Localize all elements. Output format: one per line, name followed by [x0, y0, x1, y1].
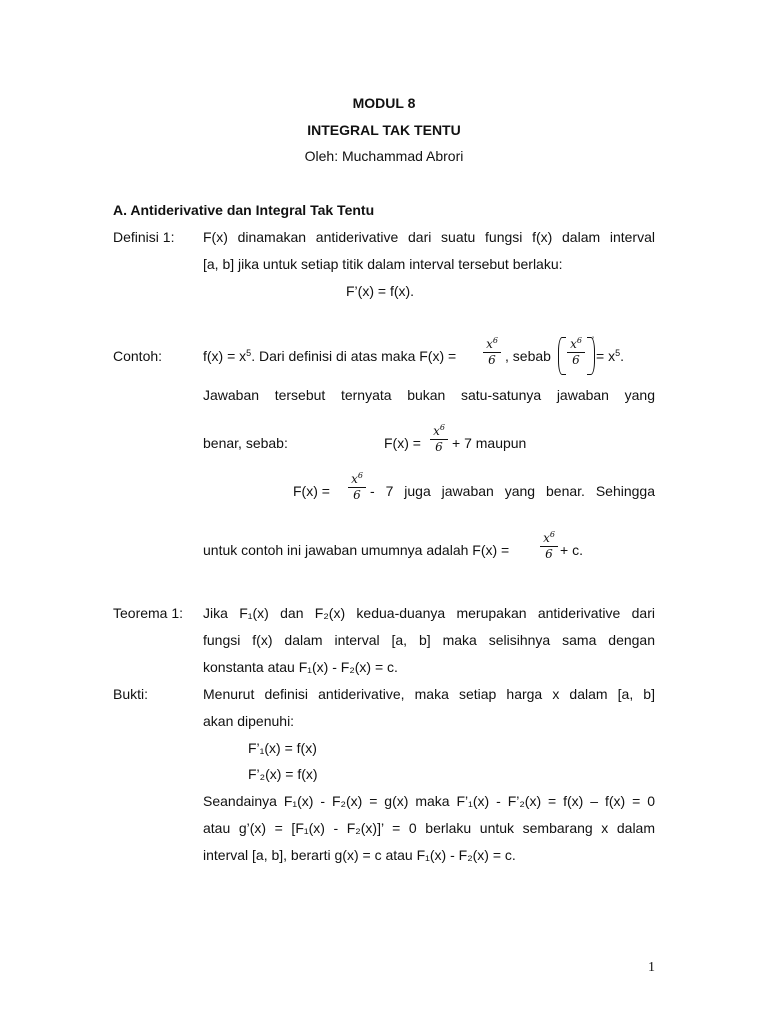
example-line-1-end: = $x^5$. — [596, 348, 624, 364]
theorem-line-3: konstanta atau F₁(x) - F₂(x) = c. — [203, 659, 398, 675]
example-label: Contoh: — [113, 348, 163, 364]
example-line-3-end: + 7 maupun — [452, 435, 527, 451]
proof-equation-2: F’₂(x) = f(x) — [248, 766, 318, 782]
proof-line-3: Seandainya F₁(x) - F₂(x) = g(x) maka F’₁(x) - F’₂(x) = f(x) – f(x) = 0 — [203, 793, 655, 809]
theorem-label: Teorema 1: — [113, 605, 184, 621]
fraction-x6-over-6: $x^6$ 6 — [428, 424, 450, 454]
example-line-4-end: - 7 juga jawaban yang benar. Sehingga — [370, 483, 655, 499]
definition-label: Definisi 1: — [113, 229, 175, 245]
proof-equation-1: F’₁(x) = f(x) — [248, 740, 317, 756]
example-line-1-since: , sebab — [505, 348, 551, 364]
fraction-x6-over-6: $x^6$ 6 — [346, 472, 368, 502]
fraction-x6-over-6: $x^6$ 6 — [565, 337, 587, 367]
module-label: MODUL 8 — [352, 95, 416, 111]
proof-label: Bukti: — [113, 686, 149, 702]
fraction-x6-over-6: $x^6$ 6 — [481, 337, 503, 367]
page-number: 1 — [648, 960, 655, 975]
proof-line-2: akan dipenuhi: — [203, 713, 295, 729]
definition-formula: F’(x) = f(x). — [346, 283, 415, 299]
theorem-line-1: Jika F₁(x) dan F₂(x) kedua-duanya merupakan antiderivative dari — [203, 605, 655, 621]
example-line-3-fx: F(x) = — [384, 435, 421, 451]
example-line-5-end: + c. — [560, 542, 583, 558]
derivative-prime: ’ — [592, 335, 594, 345]
example-line-1-start: $f(x) = x^5$. Dari definisi di atas maka F(x) = — [203, 348, 457, 364]
fraction-x6-over-6: $x^6$ 6 — [538, 531, 560, 561]
example-line-2: Jawaban tersebut ternyata bukan satu-satunya jawaban yang — [203, 387, 655, 403]
definition-line-2: [a, b] jika untuk setiap titik dalam interval tersebut berlaku: — [203, 256, 563, 272]
proof-line-5: interval [a, b], berarti g(x) = c atau F₁(x) - F₂(x) = c. — [203, 847, 516, 863]
definition-line-1: F(x) dinamakan antiderivative dari suatu fungsi f(x) dalam interval — [203, 229, 655, 245]
theorem-line-2: fungsi f(x) dalam interval [a, b] maka selisihnya sama dengan — [203, 632, 655, 648]
section-heading: A. Antiderivative dan Integral Tak Tentu — [113, 202, 375, 218]
proof-line-1: Menurut definisi antiderivative, maka setiap harga x dalam [a, b] — [203, 686, 655, 702]
proof-line-4: atau g’(x) = [F₁(x) - F₂(x)]’ = 0 berlaku untuk sembarang x dalam — [203, 820, 655, 836]
example-line-5-start: untuk contoh ini jawaban umumnya adalah F(x) = — [203, 542, 510, 558]
author-line: Oleh: Muchammad Abrori — [304, 148, 464, 164]
page-title: INTEGRAL TAK TENTU — [307, 122, 461, 138]
example-line-4-fx: F(x) = — [293, 483, 330, 499]
example-line-3-start: benar, sebab: — [203, 435, 288, 451]
